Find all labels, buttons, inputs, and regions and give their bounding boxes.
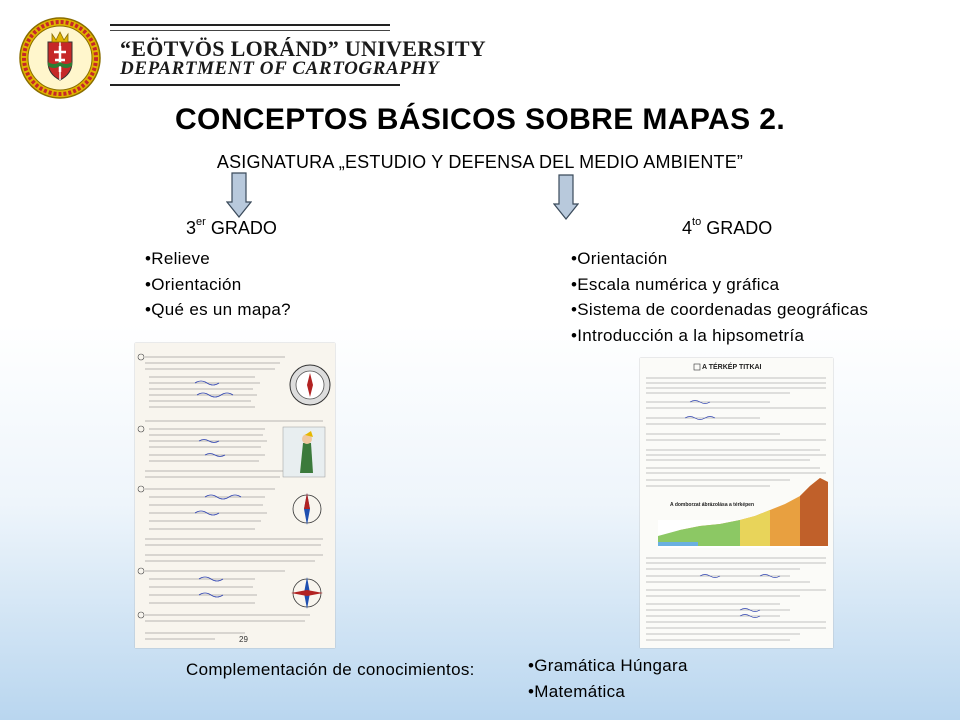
grade-3-suffix: er <box>196 216 206 228</box>
grade-3-number: 3 <box>186 218 197 238</box>
grade-3-topics <box>145 246 291 323</box>
list-item: • Orientación <box>571 246 868 272</box>
list-item: • Qué es un mapa? <box>145 297 291 323</box>
list-item: • Introducción a la hipsometría <box>571 323 868 349</box>
grade-3-heading <box>186 218 277 239</box>
complement-topics <box>528 653 688 704</box>
worksheet-image-grade-3 <box>135 343 335 648</box>
university-name: “EÖTVÖS LORÁND” UNIVERSITY <box>120 36 486 61</box>
list-item: • Relieve <box>145 246 291 272</box>
worksheet-profile-heading: A domborzat ábrázolása a térképen <box>670 502 755 508</box>
list-item: • Sistema de coordenadas geográficas <box>571 297 868 323</box>
worksheet-page-number: 29 <box>239 635 248 644</box>
list-item: • Matemática <box>528 679 688 705</box>
grade-4-label: GRADO <box>706 218 773 238</box>
grade-4-heading <box>682 218 772 239</box>
worksheet-image-grade-4 <box>640 358 833 648</box>
university-seal-icon <box>18 16 102 100</box>
down-arrow-icon <box>553 174 579 220</box>
header-rule-bottom <box>110 84 400 86</box>
worksheet-scan <box>135 343 335 648</box>
worksheet-heading: A TÉRKÉP TITKAI <box>702 364 762 371</box>
page-title: CONCEPTOS BÁSICOS SOBRE MAPAS 2. <box>174 103 786 136</box>
grade-4-suffix: to <box>692 216 702 228</box>
header-rule-mid <box>110 30 390 31</box>
list-item: • Gramática Húngara <box>528 653 688 679</box>
grade-4-topics <box>571 246 868 348</box>
down-arrow-icon <box>226 172 252 218</box>
complement-label: Complementación de conocimientos: <box>186 660 475 679</box>
header-rule-top <box>110 24 390 26</box>
grade-3-label: GRADO <box>210 218 277 238</box>
page-subtitle: ASIGNATURA „ESTUDIO Y DEFENSA DEL MEDIO AMBIENTE” <box>216 152 744 172</box>
grade-4-number: 4 <box>682 218 693 238</box>
list-item: • Orientación <box>145 272 291 298</box>
department-name: DEPARTMENT OF CARTOGRAPHY <box>120 58 440 79</box>
list-item: • Escala numérica y gráfica <box>571 272 868 298</box>
